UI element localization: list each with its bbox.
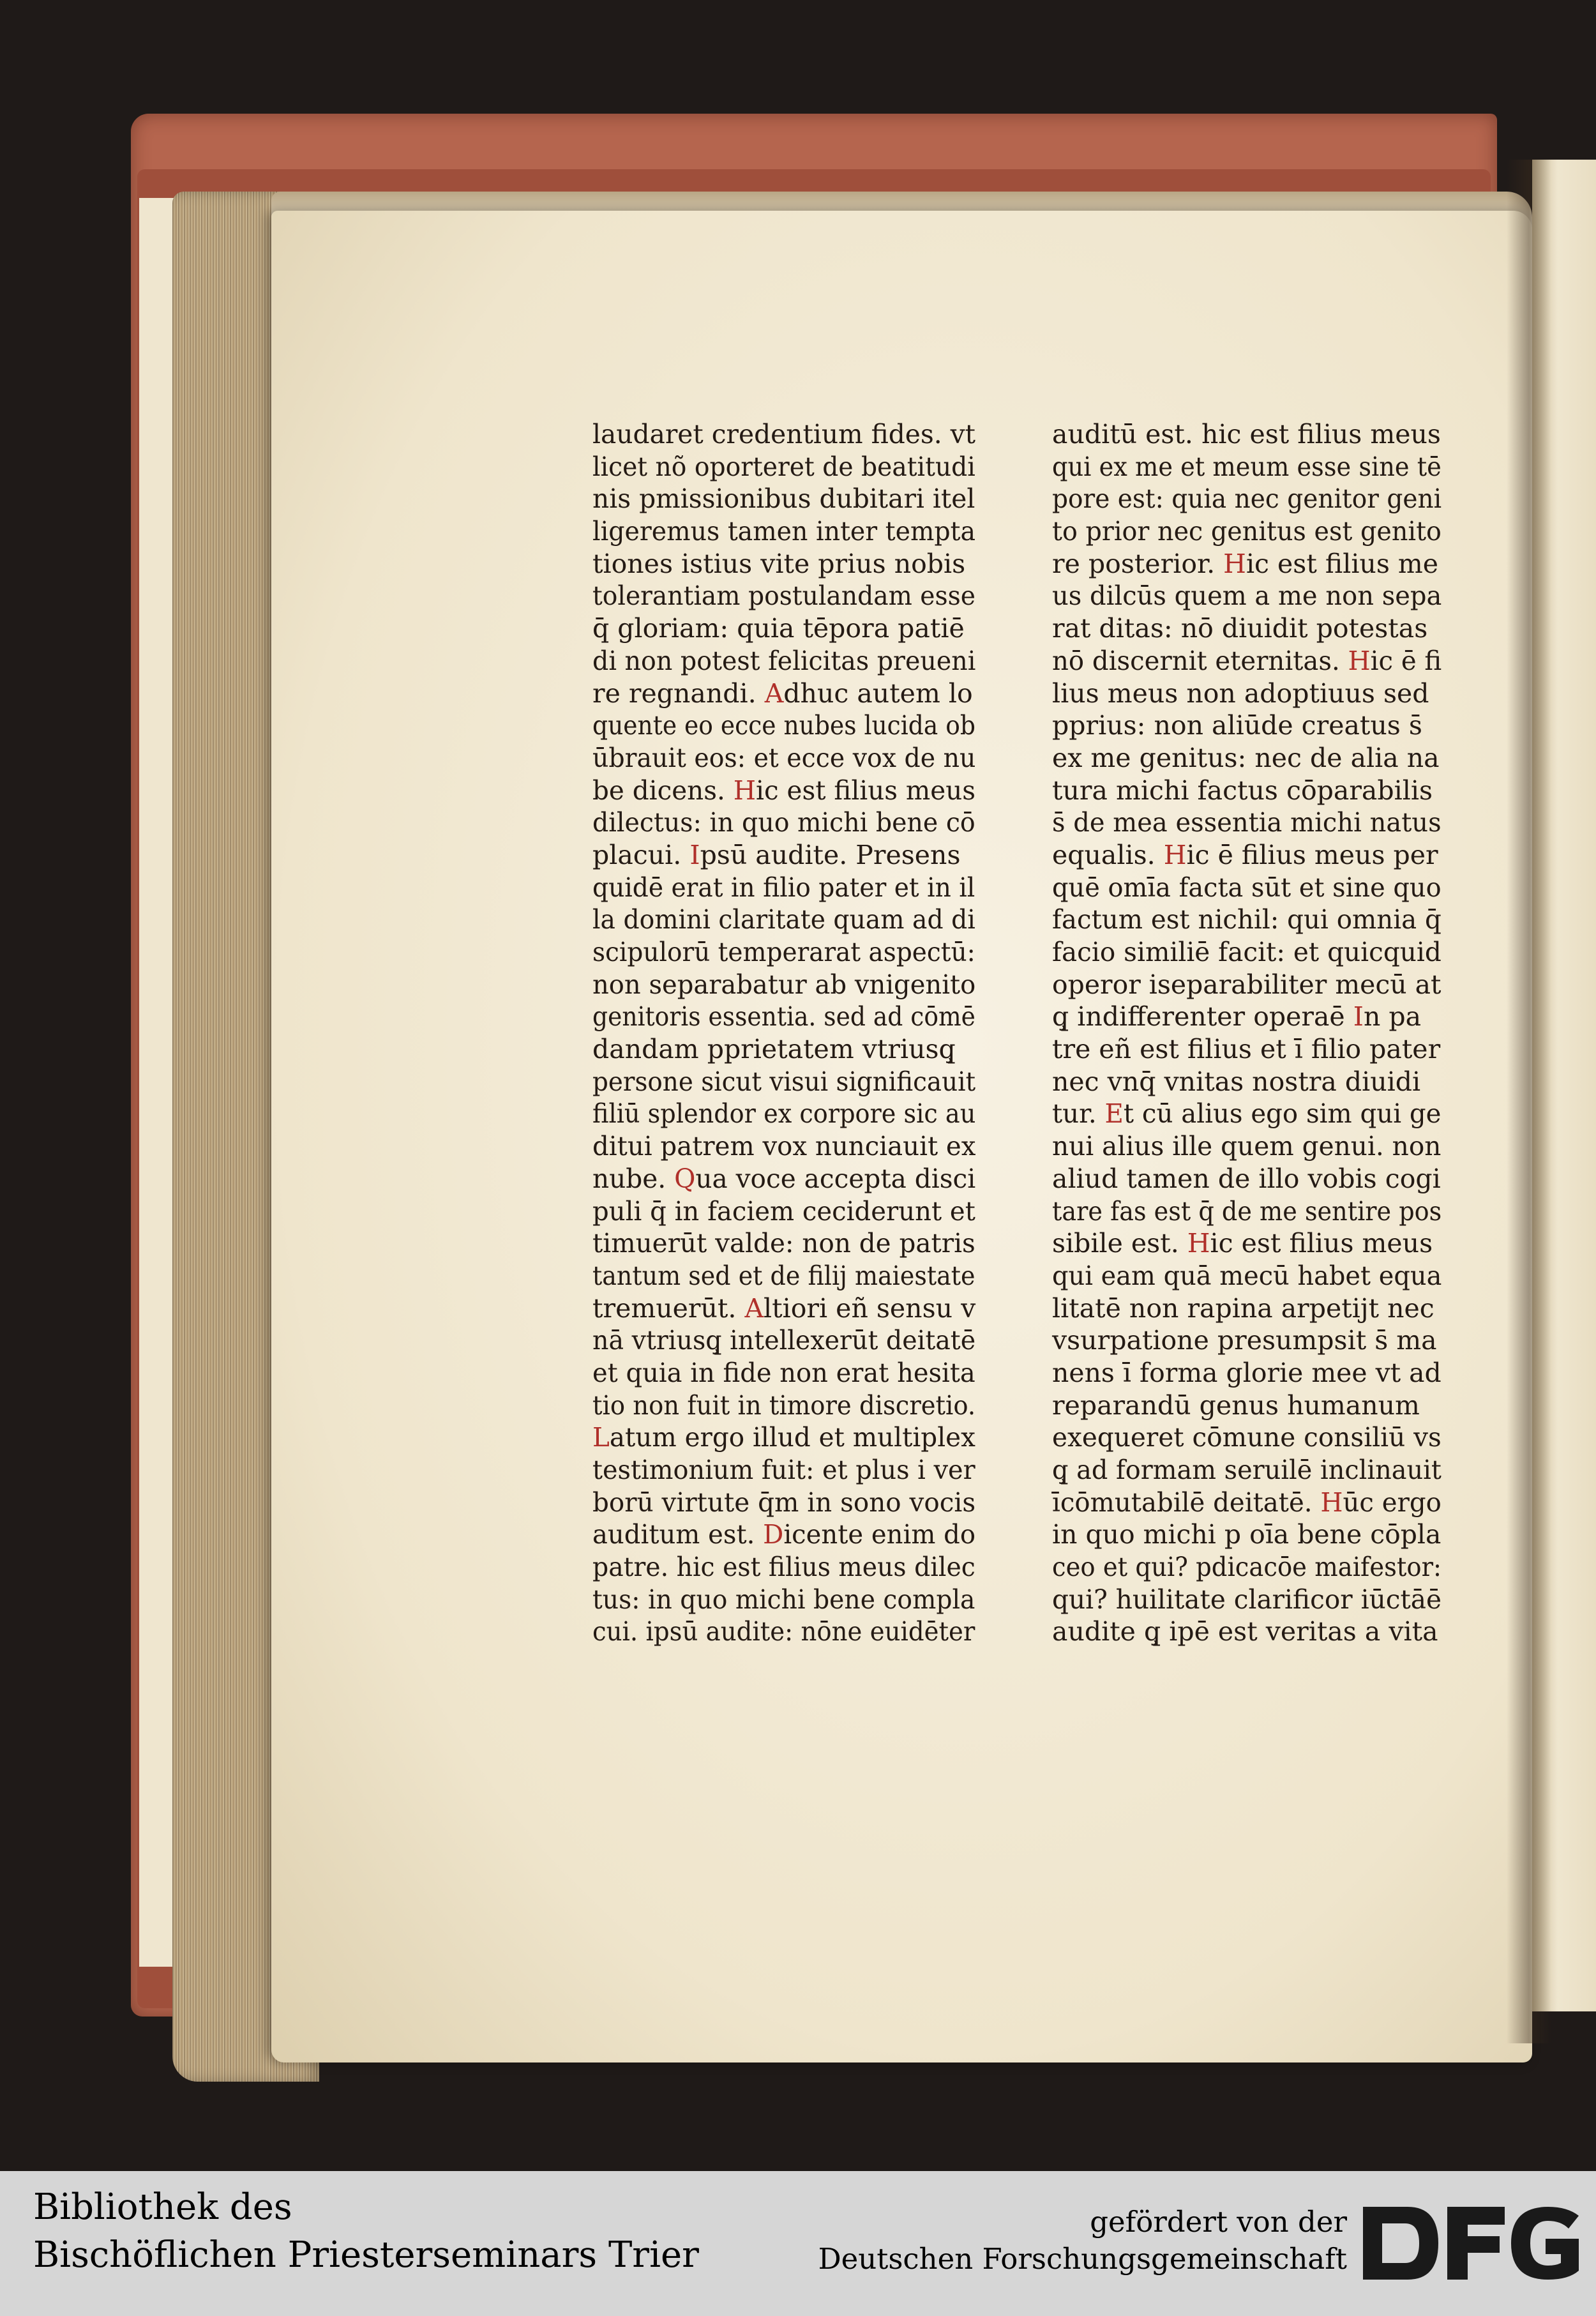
text-line: ūbrauit eos: et ecce vox de nu bbox=[592, 742, 976, 773]
text-line: ex me genitus: nec de alia na bbox=[1052, 742, 1440, 773]
text-line: tiones istius vite prius nobis bbox=[592, 548, 966, 579]
text-line: tare fas est q̄ de me sentire pos bbox=[1052, 1195, 1442, 1227]
funder-line-1: gefördert von der bbox=[1090, 2205, 1347, 2239]
text-line: s̄ de mea essentia michi natus bbox=[1052, 807, 1442, 838]
text-line: quente eo ecce nubes lucida ob bbox=[592, 710, 975, 741]
text-line: be dicens. Hic est filius meus bbox=[592, 775, 976, 806]
text-line: pore est: quia nec genitor geni bbox=[1052, 483, 1442, 515]
text-line: testimonium fuit: et plus i ver bbox=[592, 1455, 975, 1485]
text-line: īcōmutabilē deitatē. Hūc ergo bbox=[1052, 1487, 1442, 1518]
text-line: ditui patrem vox nunciauit ex bbox=[592, 1131, 976, 1162]
text-line: nens ī forma glorie mee vt ad bbox=[1052, 1357, 1442, 1388]
text-line: nis pmissionibus dubitari itel bbox=[592, 483, 975, 515]
text-line: laudaret credentium fides. vt bbox=[592, 419, 976, 450]
text-line: ligeremus tamen inter tempta bbox=[592, 516, 976, 547]
text-line: auditum est. Dicente enim do bbox=[592, 1519, 976, 1550]
gutter-shadow bbox=[1507, 160, 1551, 2043]
text-line: licet nõ oporteret de beatitudi bbox=[592, 451, 975, 482]
text-line: nec vnq̄ vnitas nostra diuidi bbox=[1052, 1066, 1421, 1097]
text-line: di non potest felicitas preueni bbox=[592, 645, 976, 676]
text-line: re regnandi. Adhuc autem lo bbox=[592, 677, 973, 709]
text-line: qui ex me et meum esse sine tē bbox=[1052, 451, 1442, 482]
text-line: reparandū genus humanum bbox=[1052, 1389, 1420, 1421]
text-line: tremuerūt. Altiori eñ sensu v bbox=[592, 1292, 976, 1324]
library-name-line-2: Bischöflichen Priesterseminars Trier bbox=[33, 2234, 699, 2276]
text-line: q̧ indifferenter operaē In pa bbox=[1052, 1001, 1422, 1033]
dfg-logo bbox=[1363, 2202, 1580, 2285]
left-text-column bbox=[592, 418, 975, 1648]
text-line: us dilcūs quem a me non sepa bbox=[1052, 580, 1442, 612]
text-line: equalis. Hic ē filius meus per bbox=[1052, 839, 1438, 870]
text-line: aliud tamen de illo vobis cogi bbox=[1052, 1163, 1441, 1194]
text-line: qui eam quā mecū habet equa bbox=[1052, 1260, 1442, 1291]
text-line: litatē non rapina arpetijt nec bbox=[1052, 1292, 1434, 1324]
text-line: et quia in fide non erat hesita bbox=[592, 1357, 975, 1388]
text-line: genitoris essentia. sed ad cōmē bbox=[592, 1001, 975, 1033]
text-line: patre. hic est filius meus dilec bbox=[592, 1552, 975, 1583]
text-line: scipulorū temperarat aspectū: bbox=[592, 937, 975, 967]
text-line: factum est nichil: qui omnia q̄ bbox=[1052, 904, 1442, 935]
library-name-line-1: Bibliothek des bbox=[33, 2186, 292, 2228]
text-line: exequeret cōmune consiliū vs bbox=[1052, 1422, 1442, 1453]
right-text-column bbox=[1052, 418, 1442, 1648]
text-line: nō discernit eternitas. Hic ē fi bbox=[1052, 645, 1442, 676]
text-line: qui? huilitate clarificor iūctāē bbox=[1052, 1584, 1442, 1615]
text-line: tolerantiam postulandam esse bbox=[592, 580, 975, 612]
text-line: nube. Qua voce accepta disci bbox=[592, 1163, 976, 1194]
text-line: tantum sed et de filij maiestate bbox=[592, 1260, 975, 1291]
text-line: rat ditas: nō diuidit potestas bbox=[1052, 613, 1428, 644]
text-line: quidē erat in filio pater et in il bbox=[592, 872, 975, 903]
text-line: dilectus: in quo michi bene cō bbox=[592, 807, 975, 838]
text-line: pprius: non aliūde creatus s̄ bbox=[1052, 710, 1422, 741]
text-line: audite q̧ ipē est veritas a vita bbox=[1052, 1616, 1438, 1647]
funder-line-2: Deutschen Forschungsgemeinschaft bbox=[818, 2242, 1347, 2276]
text-line: quē omīa facta sūt et sine quo bbox=[1052, 872, 1442, 903]
text-line: q̄ gloriam: quia tēpora patiē bbox=[592, 613, 965, 644]
text-line: nui alius ille quem genui. non bbox=[1052, 1131, 1442, 1162]
text-line: dandam pprietatem vtriusq̧ bbox=[592, 1034, 956, 1065]
text-line: ceo et qui? pdicacōe maifestor: bbox=[1052, 1552, 1442, 1583]
text-line: lius meus non adoptiuus sed bbox=[1052, 677, 1429, 709]
text-line: Latum ergo illud et multiplex bbox=[592, 1422, 975, 1453]
text-line: to prior nec genitus est genito bbox=[1052, 516, 1442, 547]
text-line: q̧ ad formam seruilē inclinauit bbox=[1052, 1455, 1442, 1485]
text-line: auditū est. hic est filius meus bbox=[1052, 419, 1441, 450]
text-line: nā vtriusq̧ intellexerūt deitatē bbox=[592, 1325, 976, 1356]
text-line: tura michi factus cōparabilis bbox=[1052, 775, 1433, 806]
text-line: non separabatur ab vnigenito bbox=[592, 969, 976, 1000]
text-line: tio non fuit in timore discretio. bbox=[592, 1389, 976, 1421]
text-line: la domini claritate quam ad di bbox=[592, 904, 975, 935]
text-line: in quo michi p oīa bene cōpla bbox=[1052, 1519, 1442, 1550]
text-line: persone sicut visui significauit bbox=[592, 1066, 976, 1097]
text-line: tur. Et cū alius ego sim qui ge bbox=[1052, 1098, 1442, 1130]
text-line: borū virtute q̄m in sono vocis bbox=[592, 1487, 976, 1518]
text-line: timuerūt valde: non de patris bbox=[592, 1228, 975, 1259]
text-line: re posterior. Hic est filius me bbox=[1052, 548, 1439, 579]
text-line: facio similiē facit: et quicquid bbox=[1052, 937, 1442, 967]
text-line: cui. ipsū audite: nōne euidēter bbox=[592, 1616, 975, 1647]
text-line: vsurpatione presumpsit s̄ ma bbox=[1052, 1325, 1437, 1356]
text-line: puli q̄ in faciem ceciderunt et bbox=[592, 1195, 975, 1227]
text-line: placui. Ipsū audite. Presens bbox=[592, 839, 961, 870]
text-line: tus: in quo michi bene compla bbox=[592, 1584, 975, 1615]
text-line: operor iseparabiliter mecū at bbox=[1052, 969, 1442, 1000]
text-line: tre eñ est filius et ī filio pater bbox=[1052, 1034, 1441, 1065]
text-line: sibile est. Hic est filius meus bbox=[1052, 1228, 1433, 1259]
text-line: filiū splendor ex corpore sic au bbox=[592, 1098, 976, 1130]
